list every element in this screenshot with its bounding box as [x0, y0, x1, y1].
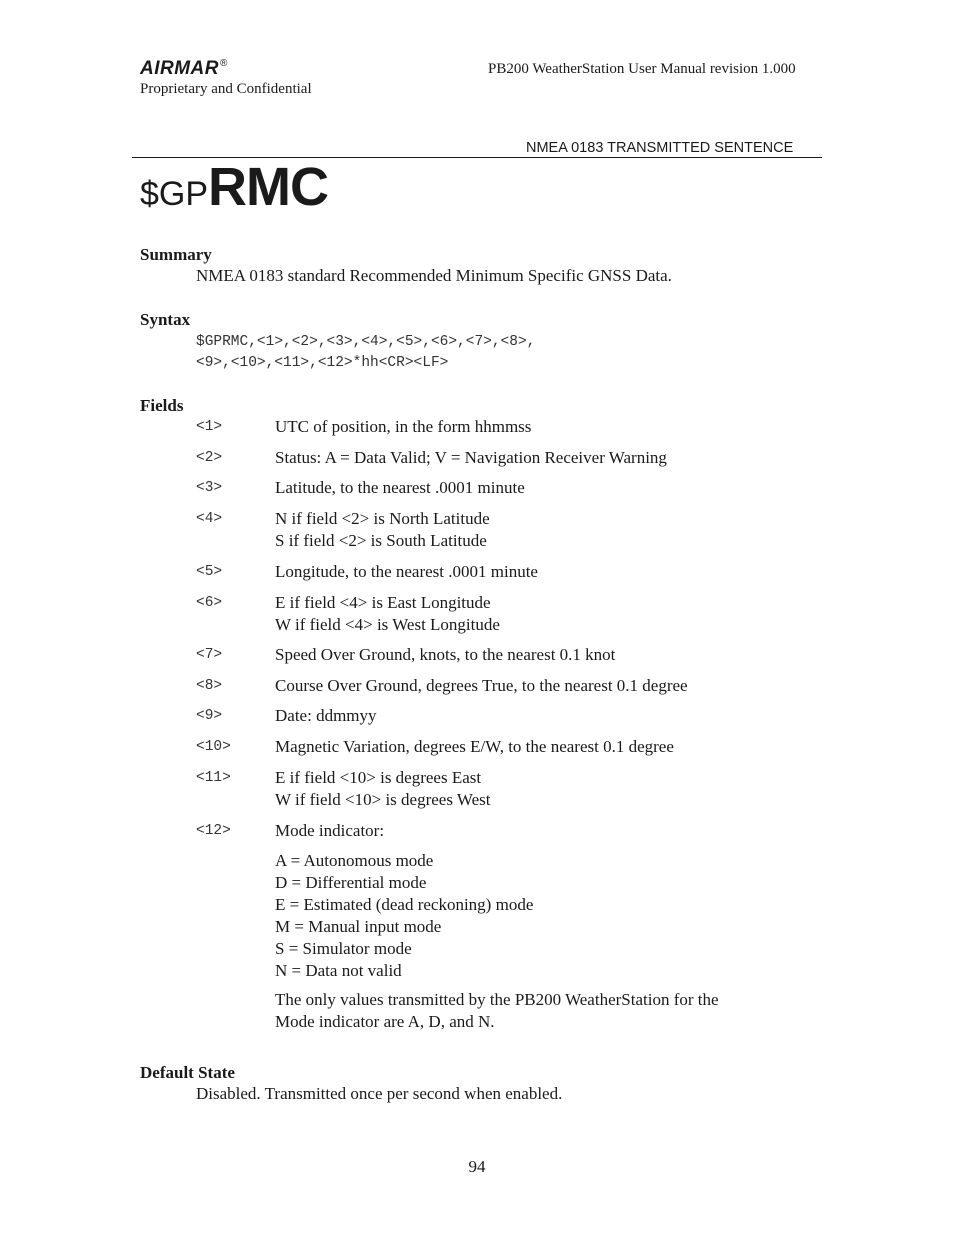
field-line: Latitude, to the nearest .0001 minute [275, 478, 525, 497]
field-line: Mode indicator: [275, 821, 385, 840]
manual-title: PB200 WeatherStation User Manual revision 1.000 [488, 61, 796, 77]
page-number: 94 [468, 1157, 486, 1176]
field-tag: <6> [196, 595, 223, 611]
mode-item: E = Estimated (dead reckoning) mode [275, 895, 534, 914]
default-state-text: Disabled. Transmitted once per second when enabled. [196, 1084, 563, 1103]
mode-item: A = Autonomous mode [275, 851, 434, 870]
airmar-logo [140, 58, 228, 80]
sentence-title [140, 157, 329, 217]
field-line: Course Over Ground, degrees True, to the nearest 0.1 degree [275, 676, 688, 695]
field-description [275, 592, 500, 636]
fields-heading: Fields [140, 396, 184, 415]
field-tag: <12> [196, 823, 231, 839]
field-description [275, 820, 384, 842]
field-description [275, 508, 490, 552]
confidential-notice: Proprietary and Confidential [140, 81, 312, 97]
field-tag: <11> [196, 770, 231, 786]
field-tag: <5> [196, 564, 223, 580]
field-tag: <9> [196, 708, 223, 724]
field-description [275, 447, 667, 469]
field-description [275, 705, 377, 727]
field-tag: <1> [196, 419, 223, 435]
field-description [275, 477, 525, 499]
syntax-line-2: <9>,<10>,<11>,<12>*hh<CR><LF> [196, 355, 449, 371]
field-tag: <2> [196, 450, 223, 466]
field-line: Speed Over Ground, knots, to the nearest 0.1 knot [275, 645, 616, 664]
logo-text: AIRMAR [140, 58, 219, 79]
syntax-line-1: $GPRMC,<1>,<2>,<3>,<4>,<5>,<6>,<7>,<8>, [196, 334, 536, 350]
field-line: N if field <2> is North Latitude [275, 509, 490, 528]
field-tag: <3> [196, 480, 223, 496]
field-line: E if field <4> is East Longitude [275, 593, 491, 612]
field-line: Longitude, to the nearest .0001 minute [275, 562, 538, 581]
title-main: RMC [208, 157, 329, 217]
title-prefix: $GP [140, 175, 209, 213]
mode-item: S = Simulator mode [275, 939, 412, 958]
summary-text: NMEA 0183 standard Recommended Minimum Specific GNSS Data. [196, 266, 672, 285]
field-line: UTC of position, in the form hhmmss [275, 417, 532, 436]
field-line: Status: A = Data Valid; V = Navigation Receiver Warning [275, 448, 667, 467]
field-description [275, 736, 674, 758]
mode-note [275, 989, 719, 1033]
field-tag: <4> [196, 511, 223, 527]
mode-item: D = Differential mode [275, 873, 427, 892]
mode-item: N = Data not valid [275, 961, 402, 980]
field-description [275, 644, 615, 666]
field-line: W if field <10> is degrees West [275, 790, 491, 809]
section-header: NMEA 0183 TRANSMITTED SENTENCE [526, 140, 794, 156]
mode-item: M = Manual input mode [275, 917, 442, 936]
default-state-heading: Default State [140, 1063, 235, 1082]
summary-heading: Summary [140, 245, 212, 264]
field-description [275, 675, 688, 697]
registered-mark: ® [220, 58, 228, 69]
field-description [275, 416, 531, 438]
field-line: E if field <10> is degrees East [275, 768, 482, 787]
field-line: Date: ddmmyy [275, 706, 377, 725]
field-line: S if field <2> is South Latitude [275, 531, 487, 550]
field-tag: <10> [196, 739, 231, 755]
syntax-code [196, 332, 535, 374]
field-line: Magnetic Variation, degrees E/W, to the nearest 0.1 degree [275, 737, 674, 756]
mode-note-line: The only values transmitted by the PB200 WeatherStation for the [275, 990, 719, 1009]
mode-note-line: Mode indicator are A, D, and N. [275, 1012, 495, 1031]
syntax-heading: Syntax [140, 310, 191, 329]
field-tag: <7> [196, 647, 223, 663]
field-description [275, 561, 538, 583]
field-description [275, 767, 490, 811]
field-tag: <8> [196, 678, 223, 694]
mode-list [275, 850, 533, 982]
field-line: W if field <4> is West Longitude [275, 615, 500, 634]
